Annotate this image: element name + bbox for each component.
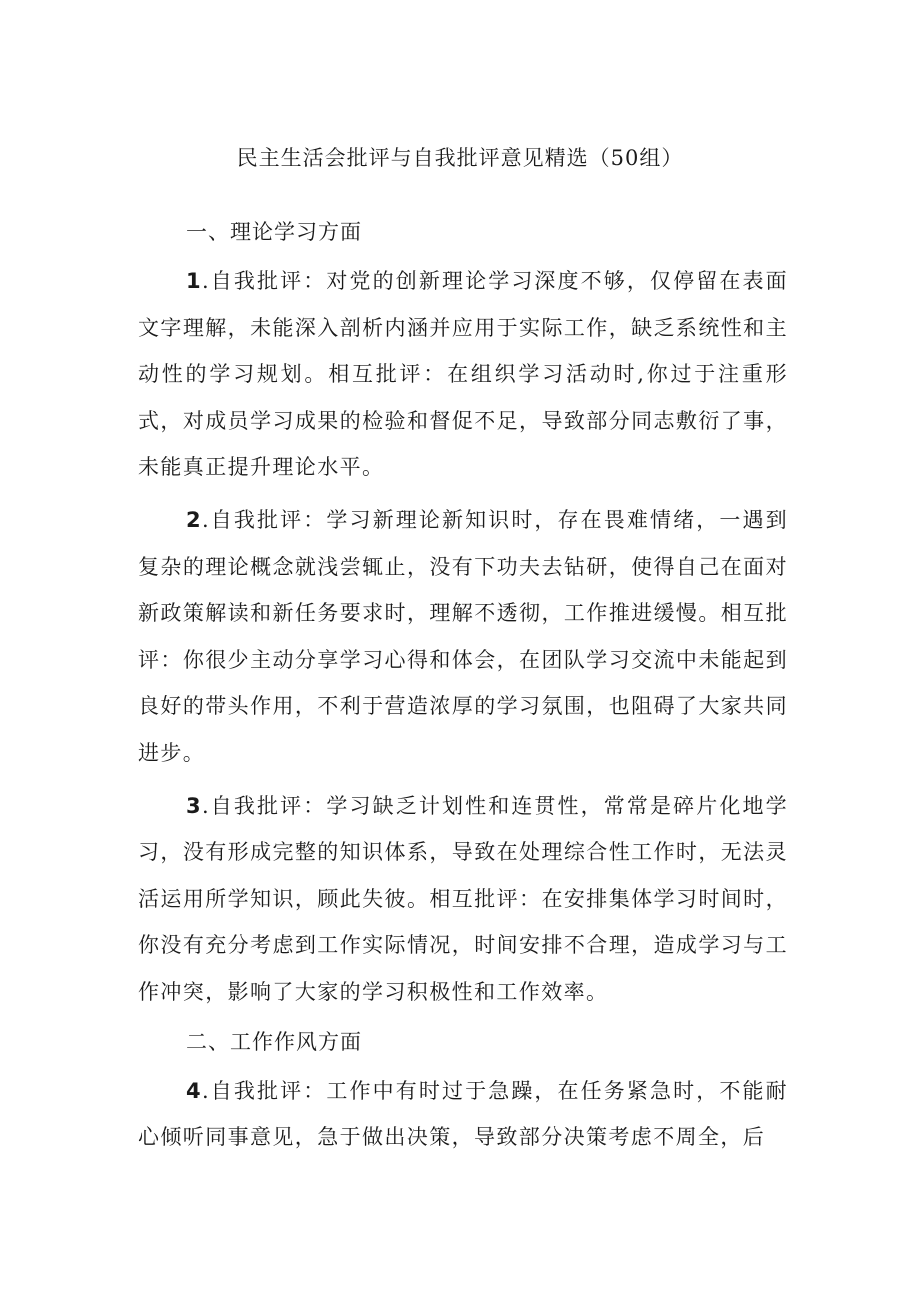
list-item (138, 783, 788, 1016)
item-number: 3 (186, 793, 203, 818)
item-text: .自我批评：工作中有时过于急躁，在任务紧急时，不能耐心倾听同事意见，急于做出决策，导致部分决策考虑不周全，后 (138, 1078, 788, 1150)
item-number: 1 (186, 269, 203, 293)
section-heading-theory: 一、理论学习方面 (186, 220, 362, 244)
item-text: .自我批评：对党的创新理论学习深度不够，仅停留在表面文字理解，未能深入剖析内涵并应用于实际工作，缺乏系统性和主动性的学习规划。相互批评：在组织学习活动时,你过于注重形式，对成员学习成果的检验和督促不足，导致部分同志敷衍了事，未能真正提升理论水平。 (138, 269, 788, 480)
item-number: 2 (186, 507, 203, 532)
list-item (138, 1068, 788, 1161)
section-heading-work-style: 二、工作作风方面 (186, 1029, 362, 1054)
document-body (138, 212, 788, 1161)
document-title: 民主生活会批评与自我批评意见精选（50组） (236, 146, 684, 170)
item-number: 4 (186, 1078, 203, 1103)
list-item (138, 258, 788, 491)
list-item (138, 497, 788, 777)
item-text: .自我批评：学习新理论新知识时，存在畏难情绪，一遇到复杂的理论概念就浅尝辄止，没有下功夫去钻研，使得自己在面对新政策解读和新任务要求时，理解不透彻，工作推进缓慢。相互批评：你很少主动分享学习心得和体会，在团队学习交流中未能起到良好的带头作用，不利于营造浓厚的学习氛围，也阻碍了大家共同进步。 (138, 507, 788, 765)
item-text: .自我批评：学习缺乏计划性和连贯性，常常是碎片化地学习，没有形成完整的知识体系，导致在处理综合性工作时，无法灵活运用所学知识，顾此失彼。相互批评：在安排集体学习时间时，你没有充分考虑到工作实际情况，时间安排不合理，造成学习与工作冲突，影响了大家的学习积极性和工作效率。 (138, 793, 788, 1004)
